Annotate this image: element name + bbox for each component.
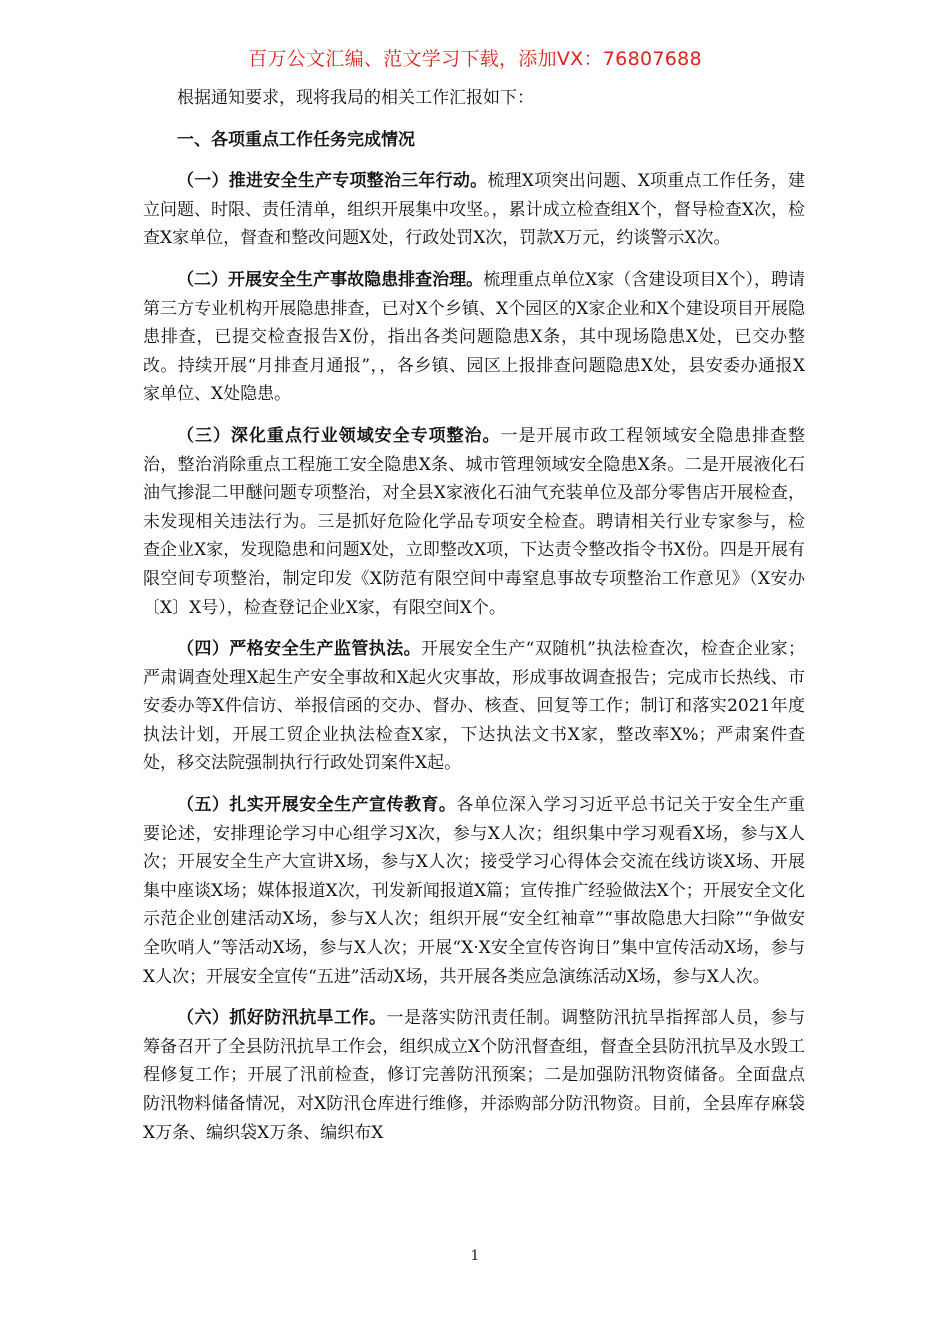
paragraph-heading: （五）扎实开展安全生产宣传教育。 xyxy=(177,795,457,816)
paragraph-heading: （四）严格安全生产监管执法。 xyxy=(177,639,422,660)
watermark-header: 百万公文汇编、范文学习下载，添加VX：76807688 xyxy=(248,48,702,70)
paragraph-text: 一是开展市政工程领域安全隐患排查整治，整治消除重点工程施工安全隐患X条、城市管理领域安全隐患X条。二是开展液化石油气掺混二甲醚问题专项整治，对全县X家液化石油气充装单位及部分零售店开展检查，未发现相关违法行为。三是抓好危险化学品专项安全检查。聘请相关行业专家参与，检查企业X家，发现隐患和问题X处，立即整改X项，下达责令整改指令书X份。四是开展有限空间专项整治，制定印发《X防范有限空间中毒窒息事故专项整治工作意见》（X安办〔X〕X号），检查登记企业X家，有限空间X个。 xyxy=(143,425,806,618)
paragraph-text: 各单位深入学习习近平总书记关于安全生产重要论述，安排理论学习中心组学习X次，参与X人次；组织集中学习观看X场，参与X人次；开展安全生产大宣讲X场，参与X人次；接受学习心得体会交流在线访谈X场、开展集中座谈X场；媒体报道X次，刊发新闻报道X篇；宣传推广经验做法X个；开展安全文化示范企业创建活动X场，参与X人次；组织开展“安全红袖章”“事故隐患大扫除”“争做安全吹哨人”等活动X场，参与X人次；开展“X·X安全宣传咨询日”集中宣传活动X场，参与X人次；开展安全宣传“五进”活动X场，共开展各类应急演练活动X场，参与X人次。 xyxy=(143,795,806,987)
paragraph-text: 梳理重点单位X家（含建设项目X个），聘请第三方专业机构开展隐患排查，已对X个乡镇、X个园区的X家企业和X个建设项目开展隐患排查，已提交检查报告X份，指出各类问题隐患X条，其中现场隐患X处，已交办整改。持续开展“月排查月通报”，，各乡镇、园区上报排查问题隐患X处，县安委办通报X家单位、X处隐患。 xyxy=(143,269,805,405)
paragraph-4 xyxy=(143,635,805,778)
paragraph-heading: （一）推进安全生产专项整治三年行动。 xyxy=(177,171,488,192)
paragraph-heading: （六）抓好防汛抗旱工作。 xyxy=(177,1008,387,1029)
paragraph-6 xyxy=(143,1004,805,1147)
paragraph-heading: （三）深化重点行业领域安全专项整治。 xyxy=(177,425,501,446)
paragraph-1 xyxy=(143,167,805,253)
paragraph-text: 梳理X项突出问题、X项重点工作任务，建立问题、时限、责任清单，组织开展集中攻坚。，累计成立检查组X个，督导检查X次，检查X家单位，督查和整改问题X处，行政处罚X次，罚款X万元，约谈警示X次。 xyxy=(143,171,805,249)
paragraph-text: 开展安全生产“双随机”执法检查次，检查企业家；严肃调查处理X起生产安全事故和X起火灾事故，形成事故调查报告；完成市长热线、市安委办等X件信访、举报信函的交办、督办、核查、回复等工作；制订和落实2021年度执法计划，开展工贸企业执法检查X家，下达执法文书X家，整改率X%；严肃案件查处，移交法院强制执行行政处罚案件X起。 xyxy=(143,639,805,774)
page-number: 1 xyxy=(470,1248,480,1264)
document-body xyxy=(143,84,805,1147)
paragraph-text: 一是落实防汛责任制。调整防汛抗旱指挥部人员，参与筹备召开了全县防汛抗旱工作会，组织成立X个防汛督查组，督查全县防汛抗旱及水毁工程修复工作；开展了汛前检查，修订完善防汛预案；二是加强防汛物资储备。全面盘点防汛物料储备情况，对X防汛仓库进行维修，并添购部分防汛物资。目前，全县库存麻袋X万条、编织袋X万条、编织布X xyxy=(143,1008,806,1143)
section-title: 一、各项重点工作任务完成情况 xyxy=(177,129,415,150)
paragraph-2 xyxy=(143,266,805,409)
paragraph-5 xyxy=(143,791,805,991)
paragraph-3 xyxy=(143,422,805,622)
paragraph-heading: （二）开展安全生产事故隐患排查治理。 xyxy=(177,269,484,290)
intro-paragraph: 根据通知要求，现将我局的相关工作汇报如下： xyxy=(177,88,534,108)
